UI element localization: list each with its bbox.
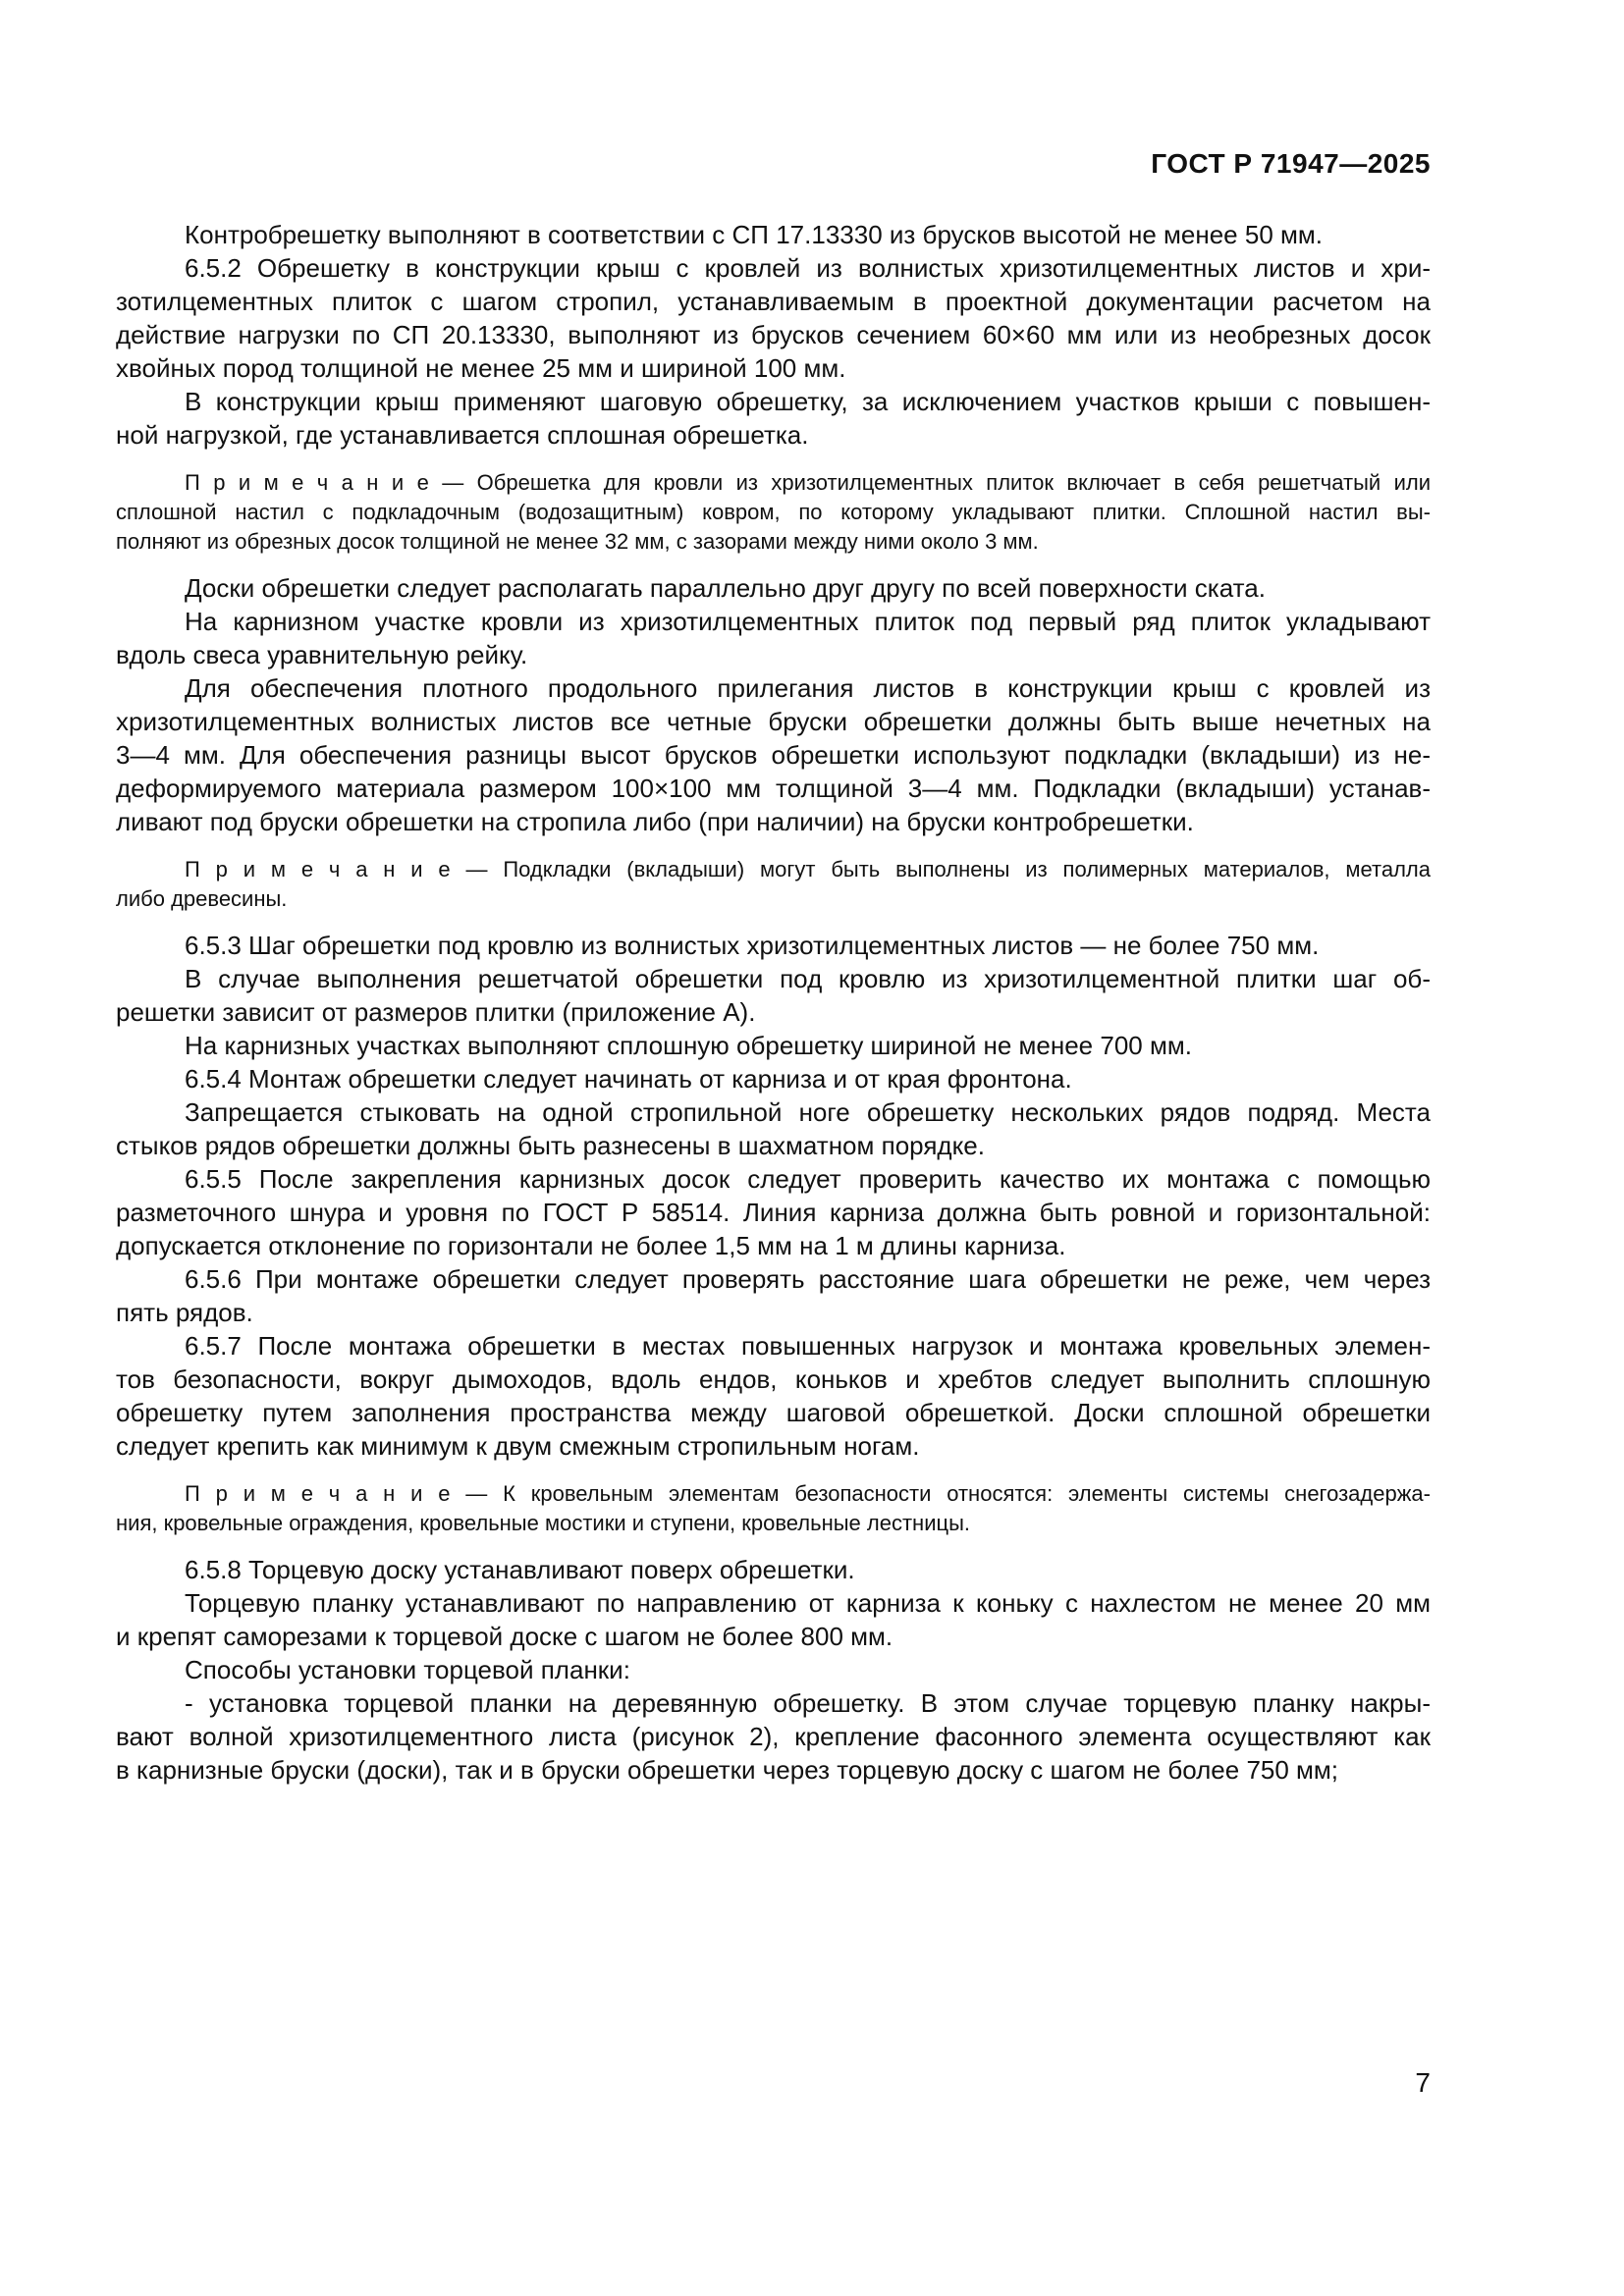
paragraph — [116, 1686, 1431, 1787]
paragraph — [116, 1262, 1431, 1329]
paragraph — [116, 251, 1431, 385]
page-number: 7 — [1415, 2067, 1431, 2098]
text-line: 6.5.4 Монтаж обрешетки следует начинать от карниза и от края фронтона. — [185, 1064, 1072, 1094]
text-line: допускается отклонение по горизонтали не более 1,5 мм на 1 м длины карниза. — [116, 1231, 1066, 1260]
text-line: 6.5.2 Обрешетку в конструкции крыш с кровлей из волнистых хризотилцементных листов и хри- — [185, 253, 1431, 283]
paragraph — [116, 962, 1431, 1029]
text-line: 6.5.3 Шаг обрешетки под кровлю из волнистых хризотилцементных листов — не более 750 мм. — [185, 931, 1320, 960]
text-line: - установка торцевой планки на деревянную обрешетку. В этом случае торцевую планку накры- — [185, 1688, 1431, 1718]
note-paragraph — [116, 468, 1431, 557]
text-line: разметочного шнура и уровня по ГОСТ Р 58514. Линия карниза должна быть ровной и горизонтальной: — [116, 1198, 1431, 1227]
paragraph — [116, 1095, 1431, 1162]
text-line: и крепят саморезами к торцевой доске с шагом не более 800 мм. — [116, 1622, 893, 1651]
text-line: На карнизных участках выполняют сплошную обрешетку шириной не менее 700 мм. — [185, 1031, 1192, 1060]
text-line: обрешетку путем заполнения пространства между шаговой обрешеткой. Доски сплошной обрешетки — [116, 1398, 1431, 1427]
text-line: П р и м е ч а н и е — Обрешетка для кровли из хризотилцементных плиток включает в себя решетчатый или — [185, 470, 1431, 495]
text-line: 6.5.6 При монтаже обрешетки следует проверять расстояние шага обрешетки не реже, чем через — [185, 1264, 1431, 1294]
paragraph — [116, 1553, 1431, 1586]
text-line: стыков рядов обрешетки должны быть разнесены в шахматном порядке. — [116, 1131, 985, 1160]
text-line: 3—4 мм. Для обеспечения разницы высот брусков обрешетки используют подкладки (вкладыши) из не- — [116, 740, 1431, 770]
text-line: В конструкции крыш применяют шаговую обрешетку, за исключением участков крыши с повышен- — [185, 387, 1431, 416]
text-line: Для обеспечения плотного продольного прилегания листов в конструкции крыш с кровлей из — [185, 673, 1431, 703]
paragraph — [116, 671, 1431, 838]
text-line: хвойных пород толщиной не менее 25 мм и шириной 100 мм. — [116, 353, 846, 383]
document-body — [116, 218, 1431, 1787]
paragraph — [116, 1062, 1431, 1095]
text-line: На карнизном участке кровли из хризотилцементных плиток под первый ряд плиток укладывают — [185, 607, 1431, 636]
text-line: полняют из обрезных досок толщиной не менее 32 мм, с зазорами между ними около 3 мм. — [116, 529, 1039, 554]
text-line: вдоль свеса уравнительную рейку. — [116, 640, 528, 669]
text-line: действие нагрузки по СП 20.13330, выполняют из брусков сечением 60×60 мм или из необрезных досок — [116, 320, 1431, 349]
text-line: либо древесины. — [116, 886, 288, 911]
text-line: П р и м е ч а н и е — К кровельным элементам безопасности относятся: элементы системы снегозадержа- — [185, 1481, 1431, 1506]
running-header-doc-code: ГОСТ Р 71947—2025 — [1151, 148, 1431, 179]
paragraph — [116, 1586, 1431, 1653]
paragraph — [116, 1162, 1431, 1262]
text-line: ливают под бруски обрешетки на стропила либо (при наличии) на бруски контробрешетки. — [116, 807, 1194, 836]
paragraph — [116, 1329, 1431, 1463]
paragraph — [116, 385, 1431, 452]
text-line: тов безопасности, вокруг дымоходов, вдоль ендов, коньков и хребтов следует выполнить сплошную — [116, 1364, 1431, 1394]
text-line: пять рядов. — [116, 1298, 253, 1327]
note-paragraph — [116, 855, 1431, 914]
paragraph — [116, 929, 1431, 962]
text-line: П р и м е ч а н и е — Подкладки (вкладыши) могут быть выполнены из полимерных материалов, металла — [185, 857, 1431, 881]
text-line: в карнизные бруски (доски), так и в бруски обрешетки через торцевую доску с шагом не более 750 мм; — [116, 1755, 1339, 1785]
text-line: хризотилцементных волнистых листов все четные бруски обрешетки должны быть выше нечетных на — [116, 707, 1431, 736]
text-line: решетки зависит от размеров плитки (приложение А). — [116, 997, 756, 1027]
paragraph — [116, 605, 1431, 671]
text-line: сплошной настил с подкладочным (водозащитным) ковром, по которому укладывают плитки. Сплошной настил вы- — [116, 500, 1431, 524]
text-line: Контробрешетку выполняют в соответствии с СП 17.13330 из брусков высотой не менее 50 мм. — [185, 220, 1323, 249]
text-line: ния, кровельные ограждения, кровельные мостики и ступени, кровельные лестницы. — [116, 1511, 971, 1535]
note-paragraph — [116, 1479, 1431, 1538]
text-line: 6.5.5 После закрепления карнизных досок следует проверить качество их монтажа с помощью — [185, 1164, 1431, 1194]
text-line: ной нагрузкой, где устанавливается сплошная обрешетка. — [116, 420, 809, 450]
text-line: зотилцементных плиток с шагом стропил, устанавливаемым в проектной документации расчетом на — [116, 287, 1431, 316]
text-line: следует крепить как минимум к двум смежным стропильным ногам. — [116, 1431, 920, 1461]
text-line: Способы установки торцевой планки: — [185, 1655, 630, 1684]
text-line: 6.5.8 Торцевую доску устанавливают поверх обрешетки. — [185, 1555, 855, 1584]
text-line: 6.5.7 После монтажа обрешетки в местах повышенных нагрузок и монтажа кровельных элемен- — [185, 1331, 1431, 1361]
text-line: деформируемого материала размером 100×100 мм толщиной 3—4 мм. Подкладки (вкладыши) устанав- — [116, 774, 1431, 803]
paragraph — [116, 571, 1431, 605]
text-line: Торцевую планку устанавливают по направлению от карниза к коньку с нахлестом не менее 20 мм — [185, 1588, 1431, 1618]
paragraph — [116, 218, 1431, 251]
paragraph — [116, 1653, 1431, 1686]
text-line: Доски обрешетки следует располагать параллельно друг другу по всей поверхности ската. — [185, 573, 1266, 603]
text-line: вают волной хризотилцементного листа (рисунок 2), крепление фасонного элемента осуществляют как — [116, 1722, 1431, 1751]
text-line: В случае выполнения решетчатой обрешетки под кровлю из хризотилцементной плитки шаг об- — [185, 964, 1431, 993]
text-line: Запрещается стыковать на одной стропильной ноге обрешетку нескольких рядов подряд. Места — [185, 1097, 1431, 1127]
paragraph — [116, 1029, 1431, 1062]
